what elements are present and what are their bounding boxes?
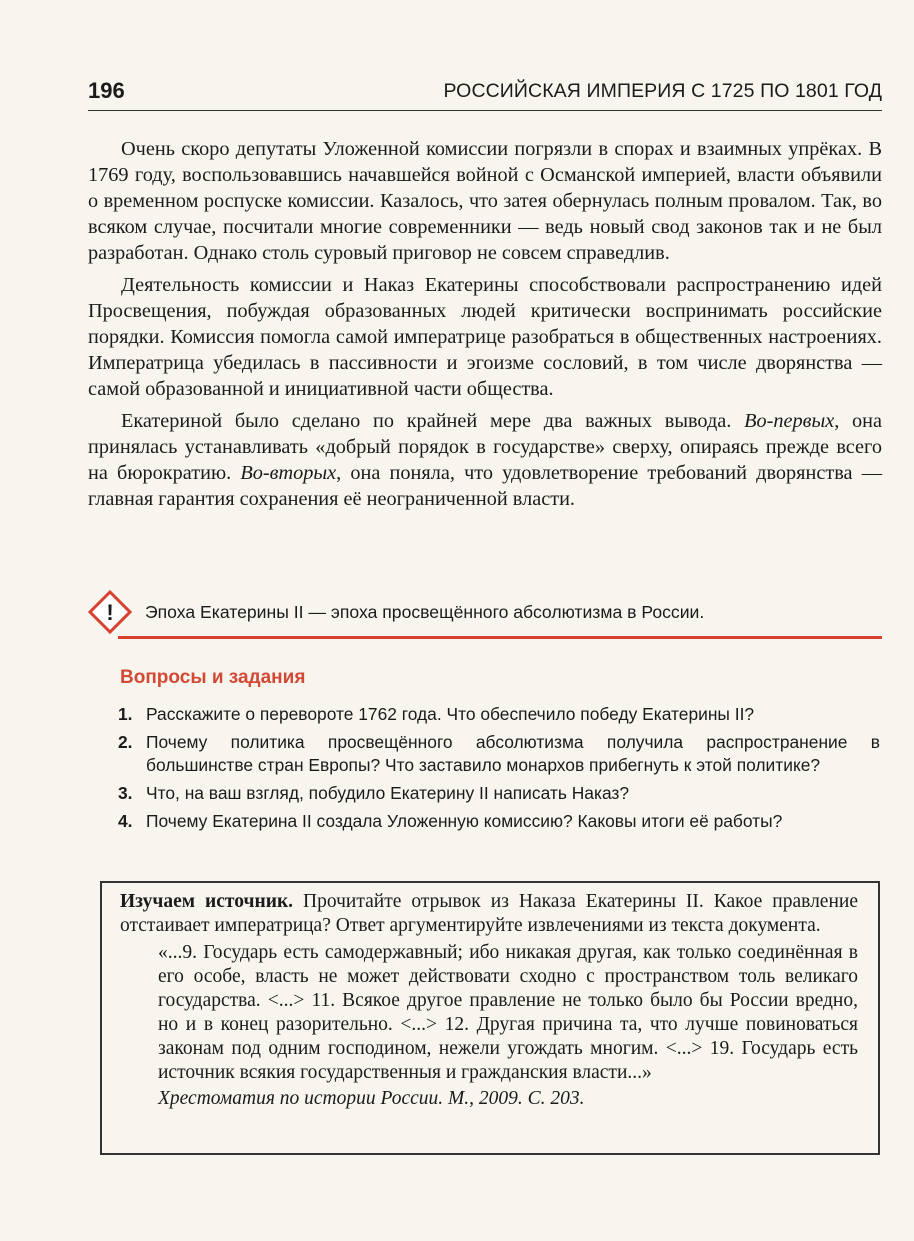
source-content — [120, 890, 858, 1111]
question-item — [118, 782, 880, 805]
question-item — [118, 731, 880, 777]
question-number: 3. — [118, 783, 133, 803]
source-instruction — [120, 890, 858, 938]
paragraph-1: Очень скоро депутаты Уложенной комиссии погрязли в спорах и взаимных упрёках. В 1769 году, воспользовавшись начавшейся войной с Османской империей, власти объявили о временном роспуске комиссии. Казалось, что затея обернулась полным провалом. Так, во всяком случае, посчитали многие современники — ведь новый свод законов так и не был разработан. Однако столь суровый приговор не совсем справедлив. — [88, 138, 882, 264]
source-study-box — [100, 881, 880, 1155]
question-text: Расскажите о перевороте 1762 года. Что обеспечило победу Екатерины II? — [146, 704, 755, 724]
callout-divider — [118, 636, 882, 639]
source-task: Прочитайте отрывок из Наказа Екатерины II. Какое правление отстаивает императрица? Ответ аргументируйте извлечениями из текста документа. — [120, 891, 858, 936]
paragraph-3-part: , она принялась устанавливать «добрый порядок в государстве» сверху, опираясь прежде всего на бюрократию. — [88, 410, 883, 484]
question-item — [118, 810, 880, 833]
key-idea-callout — [88, 590, 882, 642]
questions-list — [118, 703, 880, 838]
question-text: Почему политика просвещённого абсолютизма получила распространение в большинстве стран Европы? Что заставило монархов прибегнуть к этой политике? — [146, 732, 880, 775]
callout-text: Эпоха Екатерины II — эпоха просвещённого абсолютизма в России. — [145, 602, 705, 622]
question-number: 4. — [118, 811, 133, 831]
emphasis-second: Во-вторых — [240, 462, 337, 484]
warning-icon — [88, 590, 132, 634]
header-divider — [88, 110, 882, 111]
page-header — [88, 78, 882, 112]
question-item — [118, 703, 880, 726]
paragraph-3-part: , она поняла, что удовлетворение требований дворянства — главная гарантия сохранения её неограниченной власти. — [88, 462, 882, 510]
questions-heading: Вопросы и задания — [120, 667, 306, 688]
paragraph-3 — [88, 408, 882, 512]
warning-glyph: ! — [106, 600, 114, 625]
main-text — [88, 136, 882, 518]
question-text: Что, на ваш взгляд, побудило Екатерину II написать Наказ? — [146, 783, 630, 803]
page-number: 196 — [88, 78, 125, 103]
chapter-title: РОССИЙСКАЯ ИМПЕРИЯ С 1725 ПО 1801 ГОД — [443, 80, 882, 102]
source-citation: Хрестоматия по истории России. М., 2009. С. 203. — [158, 1088, 585, 1109]
paragraph-2: Деятельность комиссии и Наказ Екатерины способствовали распространению идей Просвещения, побуждая образованных людей критически воспринимать российские порядки. Комиссия помогла самой императрице разобраться в общественных настроениях. Императрица убедилась в пассивности и эгоизме сословий, в том числе дворянства — самой образованной и инициативной части общества. — [88, 274, 882, 400]
source-quote: «...9. Государь есть самодержавный; ибо никакая другая, как только соединённая в его особе, власть не может действовати сходно с пространством толь великаго государства. <...> 11. Всякое другое правление не только было бы России вредно, но и в конец разорительно. <...> 12. Другая причина та, что лучше повиноваться законам под одним господином, нежели угождать многим. <...> 19. Государь есть источник всякия государственныя и гражданския власти...» — [158, 942, 858, 1083]
question-text: Почему Екатерина II создала Уложенную комиссию? Каковы итоги её работы? — [146, 811, 783, 831]
question-number: 2. — [118, 732, 133, 752]
paragraph-3-part: Екатериной было сделано по крайней мере два важных вывода. — [121, 410, 745, 432]
emphasis-first: Во-первых — [744, 410, 835, 432]
source-label: Изучаем источник. — [120, 891, 294, 912]
question-number: 1. — [118, 704, 133, 724]
